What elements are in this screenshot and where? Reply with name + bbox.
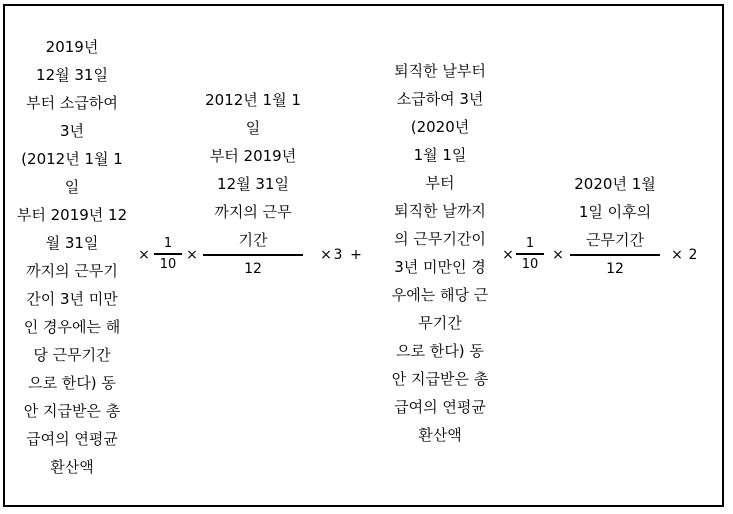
multiply-operator: × <box>552 247 564 263</box>
multiply-operator: × <box>671 247 683 263</box>
text-line: 일 <box>245 119 261 137</box>
text-line: (2020년 <box>410 118 470 136</box>
text-line: 간이 3년 미만 <box>26 290 118 308</box>
term1-average-salary-text <box>6 33 138 481</box>
fraction-numerator <box>570 170 660 256</box>
fraction-numerator <box>203 86 303 256</box>
text-line: 퇴직한 날부터 <box>394 62 486 80</box>
text-line: 의 근무기간이 <box>394 230 486 248</box>
plus-operator: + <box>350 247 362 263</box>
fraction-numerator: 1 <box>516 235 544 255</box>
multiply-operator: × <box>138 247 150 263</box>
multiplier-2: 2 <box>688 247 698 263</box>
one-tenth-fraction <box>154 235 182 273</box>
text-line: 소급하여 3년 <box>396 90 484 108</box>
term2-service-period-fraction <box>570 170 660 283</box>
text-line: 근무기간 <box>586 231 644 249</box>
text-line: 안 지급받은 총 <box>391 370 489 388</box>
text-line: 월 31일 <box>45 234 99 252</box>
text-line: 부터 2019년 <box>209 147 297 165</box>
text-line: 2012년 1월 1 <box>205 91 301 109</box>
text-line: 1월 1일 <box>413 146 467 164</box>
text-line: 3년 미만인 경 <box>394 258 486 276</box>
text-line: 일 <box>64 178 80 196</box>
text-line: 2019년 <box>45 38 99 56</box>
text-line: 2020년 1월 <box>574 175 656 193</box>
text-line: 퇴직한 날까지 <box>394 202 486 220</box>
text-line: 까지의 근무기 <box>26 262 118 280</box>
text-line: 까지의 근무 <box>214 203 292 221</box>
text-line: 무기간 <box>418 314 462 332</box>
text-line: 부터 2019년 12 <box>16 206 128 224</box>
one-tenth-fraction <box>516 235 544 273</box>
text-line: 부터 <box>425 174 455 192</box>
multiplier-3: 3 <box>333 247 343 263</box>
text-line: 1일 이후의 <box>578 203 652 221</box>
text-line: 으로 한다) 동 <box>396 342 484 360</box>
fraction-denominator: 12 <box>606 261 624 277</box>
text-line: 기간 <box>238 231 268 249</box>
multiply-operator: × <box>186 247 198 263</box>
text-line: 3년 <box>59 122 85 140</box>
text-line: 급여의 연평균 <box>394 398 486 416</box>
text-line: 부터 소급하여 <box>26 94 118 112</box>
term2-average-salary-text <box>374 57 506 449</box>
text-line: 12월 31일 <box>36 66 108 84</box>
multiply-operator: × <box>320 247 332 263</box>
text-line: 으로 한다) 동 <box>28 374 116 392</box>
text-line: 12월 31일 <box>217 175 289 193</box>
text-line: 인 경우에는 해 <box>23 318 121 336</box>
text-line: 우에는 해당 근 <box>391 286 489 304</box>
multiply-operator: × <box>502 247 514 263</box>
fraction-denominator: 10 <box>521 257 539 272</box>
text-line: 환산액 <box>50 458 94 476</box>
fraction-denominator: 10 <box>159 257 177 272</box>
fraction-denominator: 12 <box>244 261 262 277</box>
text-line: 급여의 연평균 <box>26 430 118 448</box>
text-line: (2012년 1월 1 <box>21 150 123 168</box>
fraction-numerator: 1 <box>154 235 182 255</box>
text-line: 환산액 <box>418 426 462 444</box>
term1-service-period-fraction <box>203 86 303 283</box>
text-line: 안 지급받은 총 <box>23 402 121 420</box>
text-line: 당 근무기간 <box>33 346 111 364</box>
